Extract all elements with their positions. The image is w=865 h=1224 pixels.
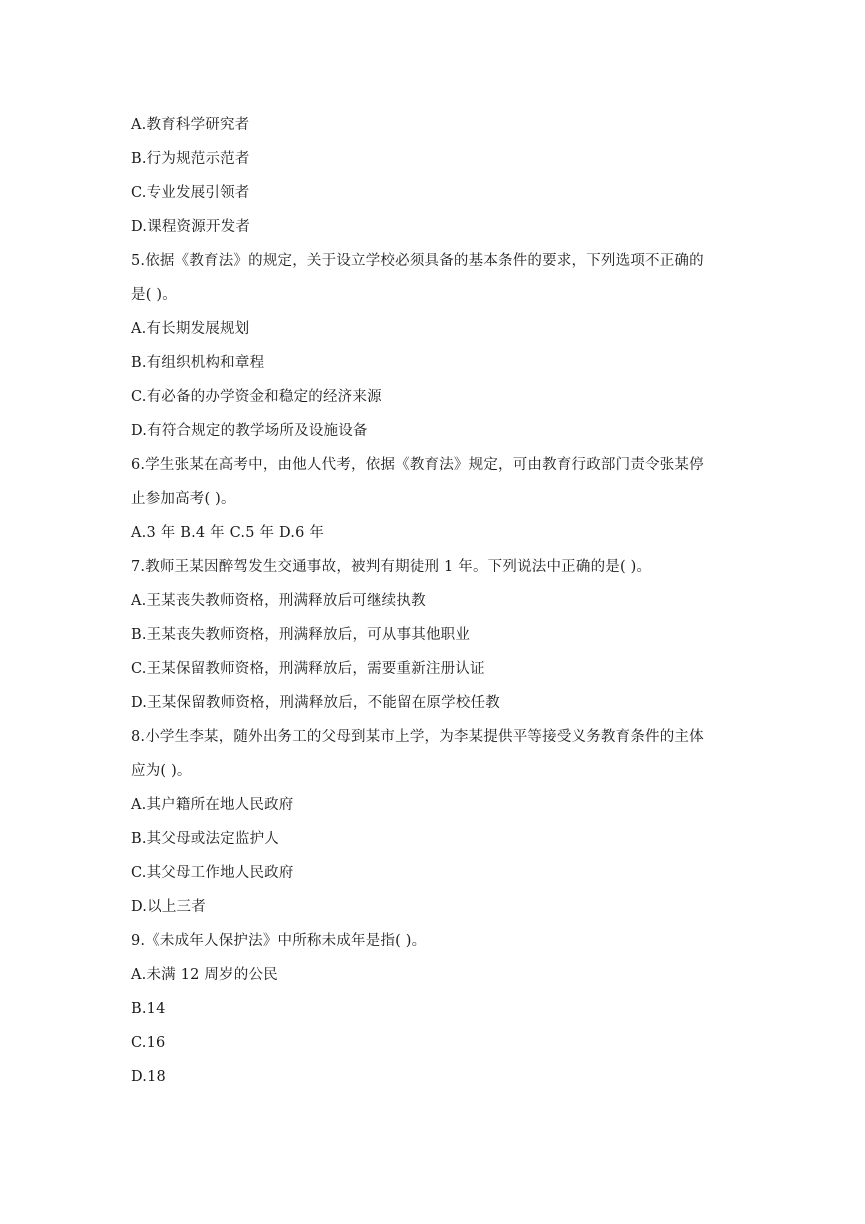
option-line: A.未满 12 周岁的公民 [131, 967, 278, 983]
option-line: A.3 年 B.4 年 C.5 年 D.6 年 [131, 525, 325, 541]
option-line: D.王某保留教师资格，刑满释放后，不能留在原学校任教 [131, 695, 500, 711]
option-line: B.行为规范示范者 [131, 151, 250, 167]
option-line: A.教育科学研究者 [131, 117, 250, 133]
option-line: A.有长期发展规划 [131, 321, 250, 337]
option-line: B.14 [131, 1001, 166, 1017]
option-line: D.有符合规定的教学场所及设施设备 [131, 423, 368, 439]
question-6-continued: 止参加高考( )。 [131, 491, 236, 507]
question-8-continued: 应为( )。 [131, 763, 192, 779]
option-line: A.王某丧失教师资格，刑满释放后可继续执教 [131, 593, 426, 609]
option-line: C.专业发展引领者 [131, 185, 250, 201]
question-6: 6.学生张某在高考中，由他人代考，依据《教育法》规定，可由教育行政部门责令张某停 [131, 457, 704, 473]
option-line: C.有必备的办学资金和稳定的经济来源 [131, 389, 382, 405]
option-line: B.有组织机构和章程 [131, 355, 265, 371]
option-line: D.18 [131, 1069, 166, 1085]
option-line: C.王某保留教师资格，刑满释放后，需要重新注册认证 [131, 661, 485, 677]
question-9: 9.《未成年人保护法》中所称未成年是指( )。 [131, 933, 427, 949]
option-line: B.王某丧失教师资格，刑满释放后，可从事其他职业 [131, 627, 471, 643]
question-5-continued: 是( )。 [131, 287, 177, 303]
question-5: 5.依据《教育法》的规定，关于设立学校必须具备的基本条件的要求，下列选项不正确的 [131, 253, 704, 269]
question-7: 7.教师王某因醉驾发生交通事故，被判有期徒刑 1 年。下列说法中正确的是( )。 [131, 559, 652, 575]
option-line: B.其父母或法定监护人 [131, 831, 279, 847]
option-line: A.其户籍所在地人民政府 [131, 797, 294, 813]
question-8: 8.小学生李某，随外出务工的父母到某市上学，为李某提供平等接受义务教育条件的主体 [131, 729, 704, 745]
option-line: D.课程资源开发者 [131, 219, 251, 235]
option-line: D.以上三者 [131, 899, 206, 915]
option-line: C.16 [131, 1035, 166, 1051]
option-line: C.其父母工作地人民政府 [131, 865, 294, 881]
question-text [131, 108, 741, 1094]
